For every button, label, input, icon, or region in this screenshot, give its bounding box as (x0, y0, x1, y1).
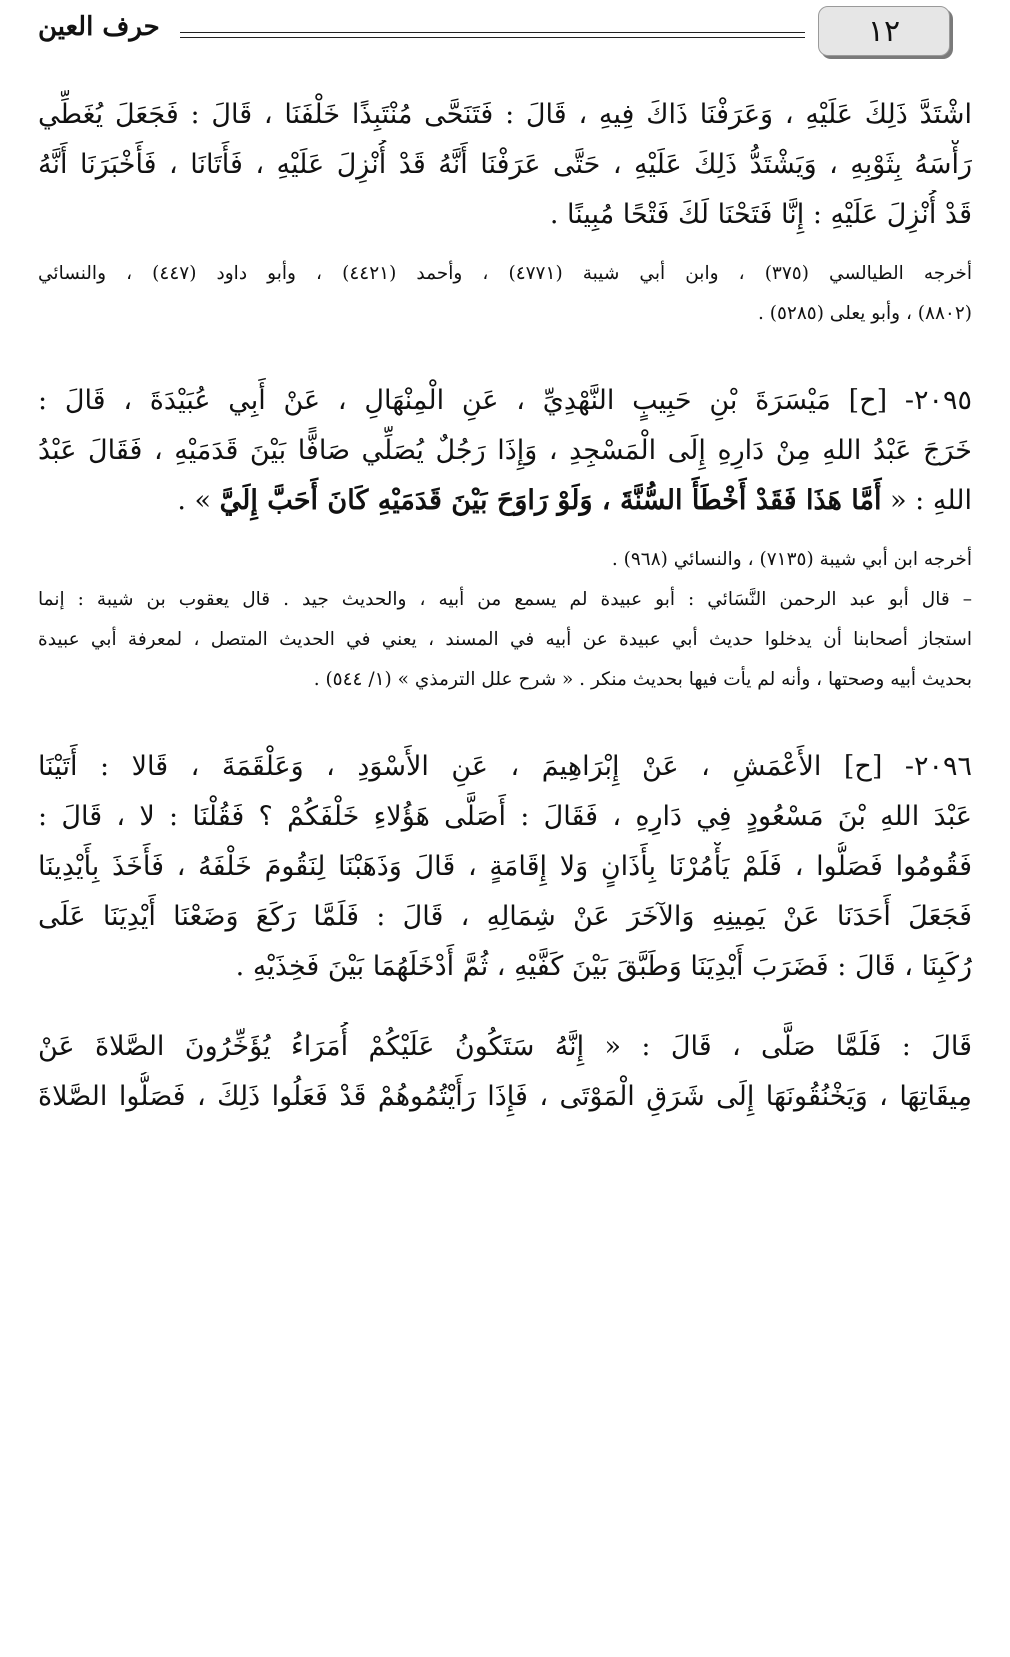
text-line: فَجَعَلَ أَحَدَنَا عَنْ يَمِينِهِ وَالآخَرَ عَنْ شِمَالِهِ ، قَالَ : فَلَمَّا رَكَعَ وَضَعْنَا أَيْدِيَنَا عَلَى (38, 901, 972, 932)
page-header (0, 0, 1010, 72)
hadith-2096 (38, 742, 972, 992)
text-line: قَدْ أُنْزِلَ عَلَيْهِ : إِنَّا فَتَحْنَا لَكَ فَتْحًا مُبِينًا . (549, 199, 972, 230)
footnote-line: أخرجه الطيالسي (٣٧٥) ، وابن أبي شيبة (٤٧٧١) ، وأحمد (٤٤٢١) ، وأبو داود (٤٤٧) ، والنسائي (38, 263, 972, 284)
commentary-note (38, 580, 972, 700)
text-segment: » . (177, 485, 220, 516)
chapter-title: حرف العين (38, 12, 160, 42)
prophetic-quote: أَمَّا هَذَا فَقَدْ أَخْطَأَ السُّنَّةَ ، وَلَوْ رَاوَحَ بَيْنَ قَدَمَيْهِ كَانَ أَحَبَّ إِلَيَّ (219, 485, 882, 516)
text-line: فَقُومُوا فَصَلُّوا ، فَلَمْ يَأْمُرْنَا بِأَذَانٍ وَلا إِقَامَةٍ ، قَالَ وَذَهَبْنَا لِنَقُومَ خَلْفَهُ ، فَأَخَذَ بِأَيْدِينَا (38, 851, 972, 882)
text-line: اشْتَدَّ ذَلِكَ عَلَيْهِ ، وَعَرَفْنَا ذَاكَ فِيهِ ، قَالَ : فَتَنَحَّى مُنْتَبِذًا خَلْفَنَا ، قَالَ : فَجَعَلَ يُغَطِّي (38, 99, 972, 130)
text-line: مِيقَاتِهَا ، وَيَخْنُقُونَهَا إِلَى شَرَقِ الْمَوْتَى ، فَإِذَا رَأَيْتُمُوهُمْ قَدْ فَعَلُوا ذَلِكَ ، فَصَلُّوا الصَّلاةَ (38, 1081, 972, 1112)
text-segment: اللهِ : « (881, 485, 972, 516)
page-number: ١٢ (818, 6, 950, 56)
footnote-line: – قال أبو عبد الرحمن النَّسَائي : أبو عبيدة لم يسمع من أبيه ، والحديث جيد . قال يعقوب بن شيبة : إنما (38, 589, 972, 610)
header-divider (180, 32, 805, 38)
footnote-line: (٨٨٠٢) ، وأبو يعلى (٥٢٨٥) . (757, 303, 972, 324)
text-line: ٢٠٩٦- [ح] الأَعْمَشِ ، عَنْ إِبْرَاهِيمَ ، عَنِ الأَسْوَدِ ، وَعَلْقَمَةَ ، قَالا : أَتَيْنَا (38, 751, 972, 782)
text-line: قَالَ : فَلَمَّا صَلَّى ، قَالَ : « إِنَّهُ سَتَكُونُ عَلَيْكُمْ أُمَرَاءُ يُؤَخِّرُونَ الصَّلاةَ عَنْ (38, 1031, 972, 1062)
page-body (38, 90, 972, 1122)
text-line: رَأْسَهُ بِثَوْبِهِ ، وَيَشْتَدُّ ذَلِكَ عَلَيْهِ ، حَتَّى عَرَفْنَا أَنَّهُ قَدْ أُنْزِلَ عَلَيْهِ ، فَأَتَانَا ، فَأَخْبَرَنَا أَنَّهُ (38, 149, 972, 180)
footnote-line: أخرجه ابن أبي شيبة (٧١٣٥) ، والنسائي (٩٦٨) . (611, 549, 972, 570)
text-line: عَبْدَ اللهِ بْنَ مَسْعُودٍ فِي دَارِهِ ، فَقَالَ : أَصَلَّى هَؤُلاءِ خَلْفَكُمْ ؟ فَقُلْنَا : لا ، قَالَ : (38, 801, 972, 832)
footnote-line: استجاز أصحابنا أن يدخلوا حديث أبي عبيدة عن أبيه في المسند ، يعني في الحديث المتصل ، لمعرفة أبي عبيدة (38, 629, 972, 650)
text-line: خَرَجَ عَبْدُ اللهِ مِنْ دَارِهِ إِلَى الْمَسْجِدِ ، وَإِذَا رَجُلٌ يُصَلِّي صَافًّا بَيْنَ قَدَمَيْهِ ، فَقَالَ عَبْدُ (38, 435, 972, 466)
takhrij-note (38, 540, 972, 580)
takhrij-note (38, 254, 972, 334)
hadith-2094-continuation (38, 90, 972, 240)
hadith-2095 (38, 376, 972, 526)
text-line: ٢٠٩٥- [ح] مَيْسَرَةَ بْنِ حَبِيبٍ النَّهْدِيِّ ، عَنِ الْمِنْهَالِ ، عَنْ أَبِي عُبَيْدَةَ ، قَالَ : (38, 385, 972, 416)
text-line (38, 476, 972, 526)
text-line: رُكَبِنَا ، قَالَ : فَضَرَبَ أَيْدِيَنَا وَطَبَّقَ بَيْنَ كَفَّيْهِ ، ثُمَّ أَدْخَلَهُمَا بَيْنَ فَخِذَيْهِ . (235, 951, 972, 982)
hadith-2096-paragraph-2 (38, 1022, 972, 1122)
footnote-line: بحديث أبيه وصحتها ، وأنه لم يأت فيها بحديث منكر . « شرح علل الترمذي » (١/ ٥٤٤) . (313, 669, 972, 690)
